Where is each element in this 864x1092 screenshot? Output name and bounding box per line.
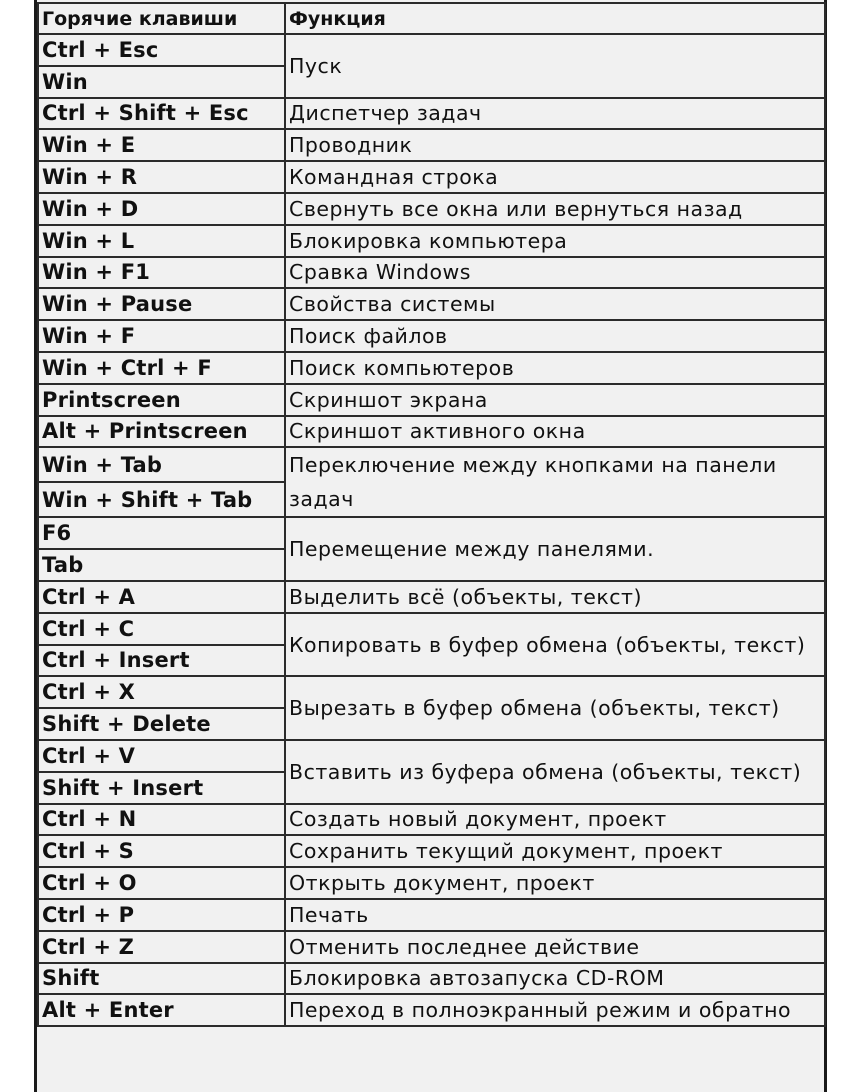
function-cell: Печать [285,899,825,931]
table-row [38,994,825,1026]
table-row [38,740,825,772]
hotkey-cell: Shift + Insert [38,772,285,804]
table-row [38,931,825,963]
hotkey-cell: Ctrl + C [38,613,285,645]
function-cell: Отменить последнее действие [285,931,825,963]
header-function: Функция [285,3,825,34]
table-row [38,161,825,193]
table-row [38,963,825,995]
table-row [38,34,825,66]
hotkey-cell: Ctrl + N [38,804,285,836]
function-cell: Переход в полноэкранный режим и обратно [285,994,825,1026]
table-row [38,581,825,613]
function-cell: Выделить всё (объекты, текст) [285,581,825,613]
hotkey-cell: Win + Shift + Tab [38,482,285,517]
function-cell: Свойства системы [285,288,825,320]
hotkey-cell: Ctrl + Shift + Esc [38,98,285,130]
function-cell: Перемещение между панелями. [285,517,825,581]
table-row [38,517,825,549]
hotkey-cell: Ctrl + Esc [38,34,285,66]
hotkey-cell: Win + Ctrl + F [38,352,285,384]
hotkey-cell: Ctrl + P [38,899,285,931]
function-cell: Проводник [285,129,825,161]
table-row [38,804,825,836]
hotkey-cell: Ctrl + Insert [38,645,285,677]
hotkey-cell: Win + E [38,129,285,161]
function-cell: Создать новый документ, проект [285,804,825,836]
hotkey-cell: Win + F1 [38,257,285,289]
hotkey-cell: Win + L [38,225,285,257]
function-cell: Пуск [285,34,825,98]
function-cell: Копировать в буфер обмена (объекты, текст) [285,613,825,677]
function-cell: Свернуть все окна или вернуться назад [285,193,825,225]
header-keys: Горячие клавиши [38,3,285,34]
function-cell: Сравка Windows [285,257,825,289]
hotkey-cell: Ctrl + V [38,740,285,772]
hotkey-cell: Win + D [38,193,285,225]
table-row [38,193,825,225]
hotkey-cell: Ctrl + S [38,835,285,867]
table-row [38,384,825,416]
function-cell: Блокировка автозапуска CD-ROM [285,963,825,995]
function-cell: Поиск компьютеров [285,352,825,384]
function-cell: Скриншот активного окна [285,416,825,448]
table-body [38,34,825,1026]
hotkey-cell: Alt + Printscreen [38,416,285,448]
hotkey-cell: Win + Pause [38,288,285,320]
table-row [38,613,825,645]
hotkey-cell: Printscreen [38,384,285,416]
function-cell: Диспетчер задач [285,98,825,130]
table-header-row [38,3,825,34]
function-cell: Сохранить текущий документ, проект [285,835,825,867]
table-row [38,257,825,289]
function-cell: Скриншот экрана [285,384,825,416]
hotkey-cell: Win + R [38,161,285,193]
hotkey-cell: Win + Tab [38,447,285,482]
function-cell: Вставить из буфера обмена (объекты, текст) [285,740,825,804]
hotkey-cell: Ctrl + O [38,867,285,899]
table-row [38,352,825,384]
hotkey-cell: Ctrl + X [38,676,285,708]
table-row [38,867,825,899]
hotkey-cell: Tab [38,549,285,581]
hotkey-cell: F6 [38,517,285,549]
hotkey-cell: Ctrl + Z [38,931,285,963]
table-row [38,676,825,708]
table-row [38,835,825,867]
function-cell: Блокировка компьютера [285,225,825,257]
function-cell: Переключение между кнопками на панели задач [285,447,825,517]
table-row [38,447,825,482]
hotkey-cell: Alt + Enter [38,994,285,1026]
function-cell: Командная строка [285,161,825,193]
function-cell: Открыть документ, проект [285,867,825,899]
table-row [38,288,825,320]
table-row [38,129,825,161]
hotkey-cell: Shift + Delete [38,708,285,740]
table-row [38,225,825,257]
table-row [38,98,825,130]
hotkey-cell: Ctrl + A [38,581,285,613]
table-row [38,320,825,352]
hotkey-cell: Win + F [38,320,285,352]
function-cell: Вырезать в буфер обмена (объекты, текст) [285,676,825,740]
table-row [38,899,825,931]
function-cell: Поиск файлов [285,320,825,352]
hotkey-cell: Shift [38,963,285,995]
hotkey-cell: Win [38,66,285,98]
table-row [38,416,825,448]
hotkeys-table [37,2,826,1027]
